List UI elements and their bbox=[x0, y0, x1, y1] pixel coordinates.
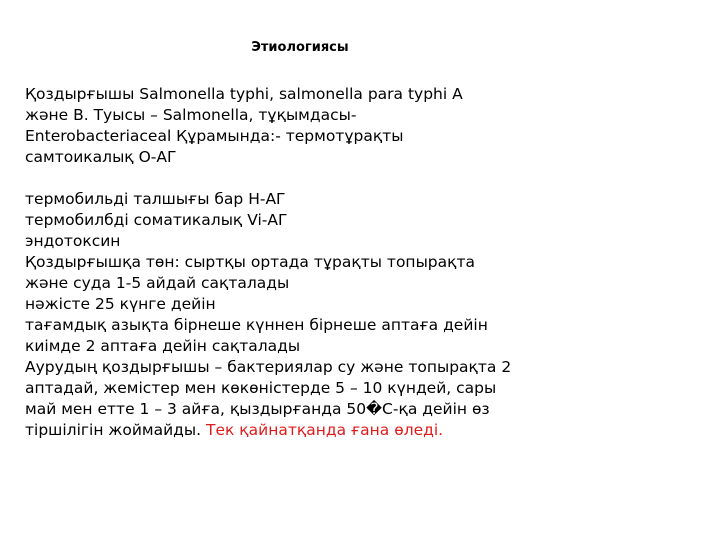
detail-line: Аурудың қоздырғышы – бактериялар су және топырақта 2 bbox=[25, 358, 512, 376]
slide-title: Этиологиясы bbox=[251, 40, 349, 55]
intro-paragraph bbox=[25, 84, 705, 168]
detail-line: термобилбді соматикалық Vi-АГ bbox=[25, 211, 288, 229]
detail-line: май мен етте 1 – 3 айға, қыздырғанда 50�С-қа дейін өз bbox=[25, 400, 490, 418]
detail-last-line bbox=[25, 420, 705, 441]
details-paragraph bbox=[25, 189, 705, 441]
detail-line: және суда 1-5 айдай сақталады bbox=[25, 274, 290, 292]
intro-line: Қоздырғышы Salmonella typhi, salmonella para typhi A bbox=[25, 85, 463, 103]
detail-line: эндотоксин bbox=[25, 232, 121, 250]
detail-line: тағамдық азықта бірнеше күннен бірнеше аптаға дейін bbox=[25, 316, 488, 334]
detail-line: киімде 2 аптаға дейін сақталады bbox=[25, 337, 301, 355]
intro-line: Enterobacteriaceal Құрамында:- термотұрақты bbox=[25, 127, 404, 145]
intro-line: және B. Туысы – Salmonella, тұқымдасы- bbox=[25, 106, 357, 124]
last-line-text: тіршілігін жоймайды. bbox=[25, 421, 206, 439]
detail-line: Қоздырғышқа төн: сыртқы ортада тұрақты топырақта bbox=[25, 253, 476, 271]
detail-line: аптадай, жемістер мен көкөністерде 5 – 10 күндей, сары bbox=[25, 379, 497, 397]
highlighted-conclusion: Тек қайнатқанда ғана өледі. bbox=[205, 421, 444, 439]
detail-line: нәжісте 25 күнге дейін bbox=[25, 295, 216, 313]
intro-line: самтоикалық О-АГ bbox=[25, 148, 177, 166]
detail-line: термобильді талшығы бар Н-АГ bbox=[25, 190, 286, 208]
